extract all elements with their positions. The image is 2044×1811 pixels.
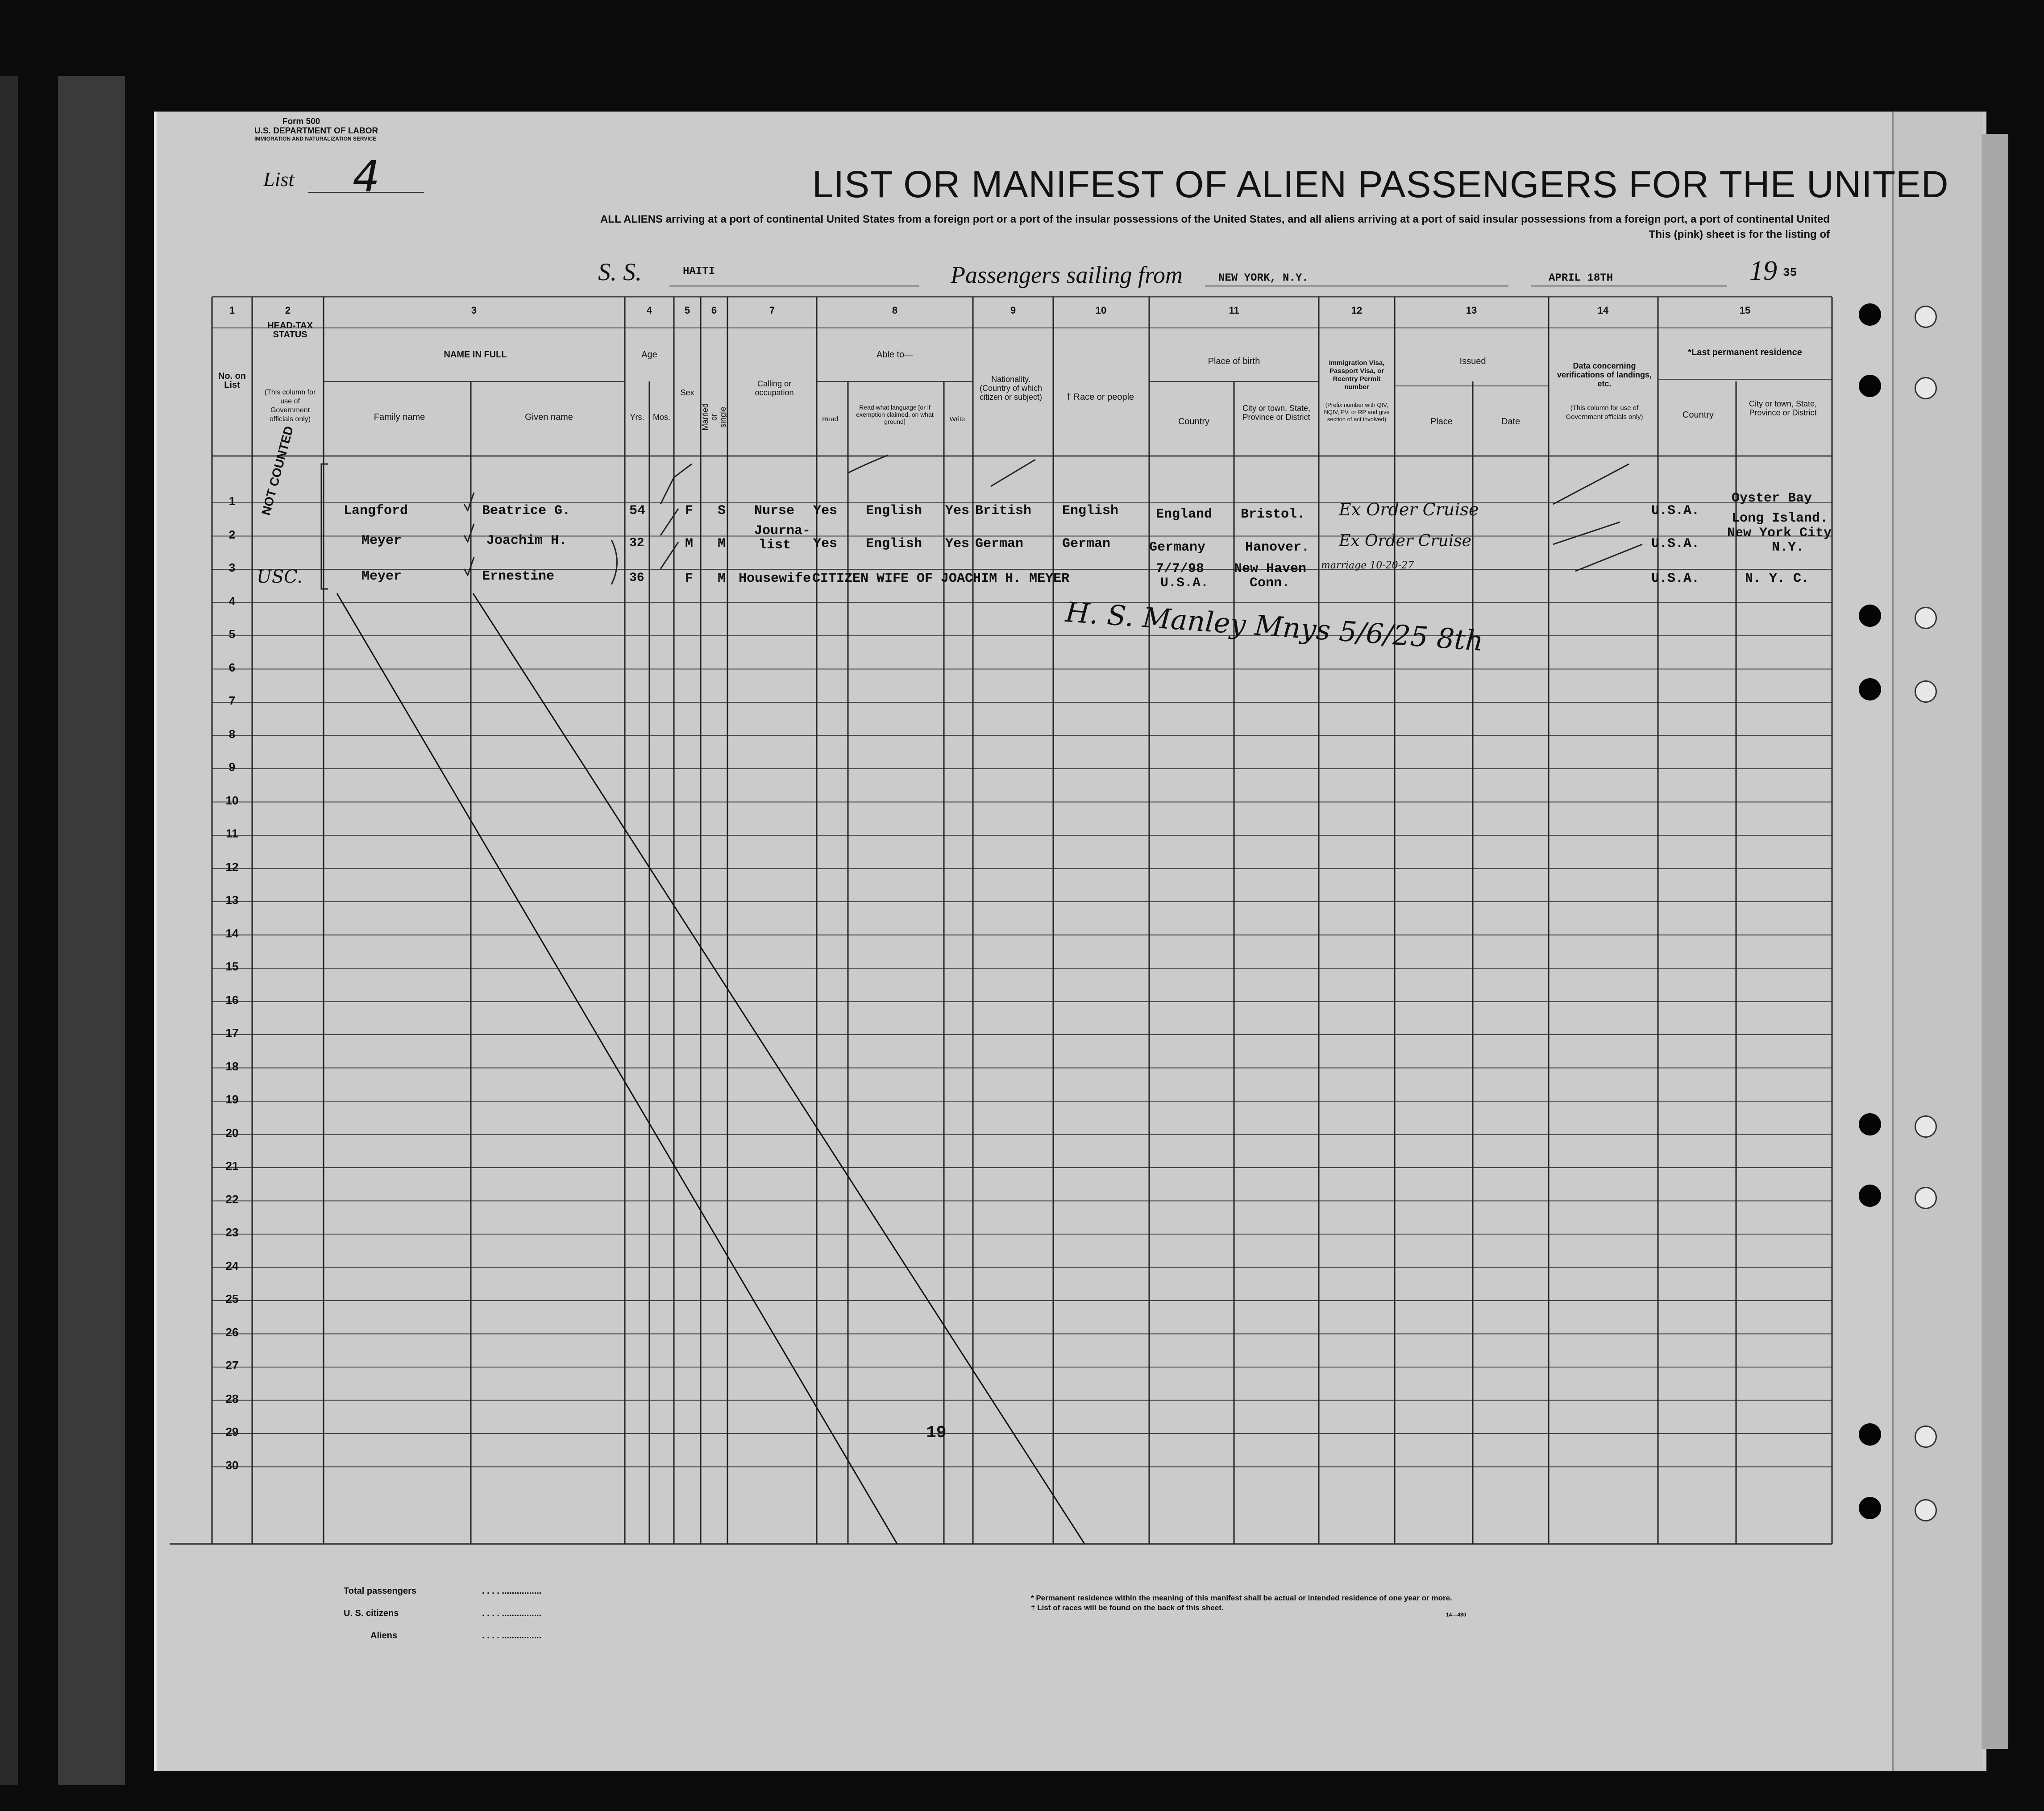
hdr-last-residence: *Last permanent residence (1688, 348, 1802, 357)
hdr-birth-city: City or town, State, Province or District (1242, 404, 1311, 422)
row3-res-city: New York City (1727, 526, 1832, 541)
row1-family: Langford (344, 503, 408, 518)
row1-given: Beatrice G. (482, 503, 571, 518)
hdr-visa: Immigration Visa, Passport Visa, or Reentry Permit number (1329, 359, 1385, 391)
column-number: 8 (892, 305, 898, 316)
row3-given: Ernestine (482, 569, 555, 584)
binder-hole-reinforced (1915, 306, 1937, 328)
row3-birth-country: U.S.A. (1160, 576, 1209, 591)
row2-given: Joachim H. (486, 533, 567, 548)
row-number: 9 (228, 760, 236, 774)
hdr-write: Write (949, 415, 965, 423)
binder-hole (1859, 1185, 1881, 1207)
column-number: 15 (1739, 305, 1751, 316)
row2-res-country: U.S.A. (1651, 536, 1700, 551)
row2-calling-cont: list (759, 538, 791, 553)
row-number: 11 (226, 827, 238, 840)
column-number: 12 (1351, 305, 1363, 316)
row1-birth-country: England (1156, 507, 1213, 522)
binder-hole-reinforced (1915, 1499, 1937, 1521)
notice-line-2: This (pink) sheet is for the listing of (1649, 228, 1830, 240)
row3-birth-city-cont: Conn. (1250, 576, 1290, 591)
hdr-landings: Data concerning verifications of landings, etc. (1557, 361, 1652, 388)
row1-write: Yes (945, 503, 970, 518)
row3-birth-city: New Haven (1234, 561, 1307, 576)
binder-hole (1859, 1113, 1881, 1136)
hdr-age: Age (641, 350, 657, 360)
row-number: 21 (225, 1159, 239, 1173)
row2-sex: M (685, 536, 694, 551)
row1-yrs: 54 (629, 503, 646, 518)
row-number: 2 (228, 527, 236, 541)
row2-language: English (866, 536, 922, 551)
row2-write: Yes (945, 536, 970, 551)
hdr-res-country: Country (1682, 410, 1714, 420)
binder-hole-reinforced (1915, 1115, 1937, 1138)
row-number: 5 (228, 627, 236, 641)
row1-married: S (718, 503, 726, 518)
footer-form-code: 14—480 (1446, 1612, 1467, 1618)
row3-sex: F (685, 571, 694, 586)
row3-res-city-state: N.Y. (1772, 540, 1804, 555)
row-number: 12 (225, 860, 239, 874)
row-number: 28 (225, 1392, 239, 1405)
row2-calling: Journa- (754, 523, 811, 539)
row-number: 15 (225, 960, 239, 973)
hdr-nationality: Nationality. (Country of which citizen or subject) (979, 375, 1043, 402)
binder-hole (1859, 375, 1881, 397)
binder-hole (1859, 678, 1881, 700)
row2-birth-country: Germany (1149, 540, 1206, 555)
row-number: 22 (225, 1192, 239, 1206)
row1-res-city: Oyster Bay (1732, 491, 1812, 506)
binder-hole (1859, 303, 1881, 326)
row2-res-city: Long Island. (1732, 511, 1828, 526)
column-number: 5 (684, 305, 690, 316)
hdr-married: Married or single (701, 403, 727, 431)
hdr-race: † Race or people (1066, 392, 1134, 402)
row3-res-country: U.S.A. (1651, 571, 1700, 586)
row-number: 13 (225, 893, 239, 907)
row-number: 24 (225, 1259, 239, 1272)
hdr-no-on-list: No. on List (218, 371, 246, 390)
hdr-calling: Calling or occupation (755, 379, 794, 397)
footer-total-label: Total passengers (344, 1586, 417, 1596)
hdr-visa-note: (Prefix number with QIV, NQIV, PV, or RP and give section of act involved) (1324, 402, 1390, 423)
year-prefix: 19 (1749, 256, 1777, 286)
binder-hole-reinforced (1915, 1426, 1937, 1448)
row2-read: Yes (813, 536, 838, 551)
footer-note-races: † List of races will be found on the back of this sheet. (1031, 1604, 1224, 1612)
hdr-issued-place: Place (1430, 417, 1453, 427)
row3-calling: Housewife (739, 571, 811, 586)
row2-married: M (718, 536, 726, 551)
hdr-head-tax: HEAD-TAX STATUS (267, 321, 313, 340)
hdr-birth-country: Country (1178, 417, 1210, 427)
hdr-head-tax-note: (This column for use of Government officials only) (264, 389, 316, 423)
hdr-res-city: City or town, State, Province or District (1749, 399, 1817, 417)
row1-birth-city: Bristol. (1241, 507, 1305, 522)
hdr-family-name: Family name (374, 412, 425, 422)
row3-yrs: 36 (629, 571, 644, 585)
row3-res-city-abbrev: N. Y. C. (1745, 571, 1810, 586)
row2-yrs: 32 (629, 536, 644, 550)
row-number: 10 (225, 793, 239, 807)
footer-note-residence: * Permanent residence within the meaning of this manifest shall be actual or intended residence of one year or more. (1031, 1594, 1452, 1602)
binder-hole (1859, 1497, 1881, 1519)
column-number: 9 (1010, 305, 1016, 316)
column-number: 6 (711, 305, 717, 316)
page-title: LIST OR MANIFEST OF ALIEN PASSENGERS FOR THE UNITED (812, 163, 1949, 205)
row-number: 16 (225, 993, 239, 1007)
footer-citizens-label: U. S. citizens (344, 1608, 399, 1618)
row2-family: Meyer (361, 533, 402, 548)
row-number: 23 (225, 1226, 239, 1239)
column-number: 10 (1095, 305, 1107, 316)
row2-visa: Ex Order Cruise (1339, 532, 1471, 550)
row1-nationality: British (975, 503, 1032, 518)
row-number: 6 (228, 660, 236, 674)
row-number: 3 (228, 561, 236, 574)
notice-line-1: ALL ALIENS arriving at a port of continental United States from a foreign port or a port of the insular possessions of the United States, and all aliens arriving at a port of said insular possessions from a foreign port, a port of continental United (600, 213, 1830, 225)
page-number: 19 (926, 1423, 947, 1442)
row-number: 17 (225, 1026, 239, 1040)
not-counted-stamp: NOT COUNTED (259, 424, 296, 517)
column-number: 11 (1229, 305, 1239, 316)
list-number: 4 (353, 152, 380, 202)
row1-language: English (866, 503, 922, 518)
column-number: 4 (646, 305, 652, 316)
row3-citizen-note: CITIZEN WIFE OF JOACHIM H. MEYER (812, 571, 1070, 586)
binder-hole-reinforced (1915, 680, 1937, 703)
hdr-place-of-birth: Place of birth (1208, 356, 1260, 366)
binder-hole-reinforced (1915, 377, 1937, 399)
column-number: 2 (285, 305, 291, 316)
hdr-read-language: Read what language [or if exemption claimed, on what ground] (856, 404, 934, 425)
hdr-given-name: Given name (525, 412, 573, 422)
row-number: 26 (225, 1325, 239, 1339)
hdr-landings-note: (This column for use of Government officials only) (1566, 404, 1643, 421)
sailing-label: Passengers sailing from (951, 261, 1183, 288)
head-tax-handwritten: USC. (257, 567, 303, 587)
hdr-issued-date: Date (1501, 417, 1521, 427)
footer-aliens-label: Aliens (370, 1631, 398, 1641)
ss-label: S. S. (598, 258, 642, 286)
row1-read: Yes (813, 503, 838, 518)
footer-citizens-dots: . . . . ................ (482, 1608, 542, 1618)
service-name: IMMIGRATION AND NATURALIZATION SERVICE (254, 136, 377, 142)
footer-total-dots: . . . . ................ (482, 1586, 542, 1596)
row1-calling: Nurse (754, 503, 795, 518)
row3-married: M (718, 571, 726, 586)
row3-birth-date: 7/7/98 (1156, 561, 1205, 576)
row-number: 30 (225, 1458, 239, 1472)
sailing-date: APRIL 18TH (1549, 272, 1613, 284)
binder-hole-reinforced (1915, 607, 1937, 629)
hdr-sex: Sex (680, 388, 694, 397)
row-number: 8 (228, 727, 236, 741)
column-number: 13 (1466, 305, 1477, 316)
list-label: List (263, 168, 295, 191)
year-suffix: 35 (1783, 266, 1797, 279)
binder-hole-reinforced (1915, 1187, 1937, 1209)
row2-nationality: German (975, 536, 1024, 551)
ship-name: HAITI (683, 265, 715, 278)
row-number: 1 (228, 494, 236, 508)
row-number: 19 (225, 1093, 239, 1106)
row3-visa: marriage 10-20-27 (1321, 560, 1414, 571)
row-number: 27 (225, 1359, 239, 1372)
hdr-name-in-full: NAME IN FULL (444, 350, 507, 360)
row-number: 4 (228, 594, 236, 608)
hdr-yrs: Yrs. (630, 413, 644, 422)
hdr-able-to: Able to— (876, 350, 914, 360)
binder-hole (1859, 605, 1881, 627)
row-number: 14 (225, 926, 239, 940)
row-number: 18 (225, 1059, 239, 1073)
row-number: 25 (225, 1292, 239, 1305)
row1-res-country: U.S.A. (1651, 503, 1700, 518)
row3-family: Meyer (361, 569, 402, 584)
row2-birth-city: Hanover. (1245, 540, 1310, 555)
column-number: 7 (769, 305, 775, 316)
form-number: Form 500 (282, 117, 320, 126)
hdr-mos: Mos. (652, 413, 670, 422)
column-number: 3 (471, 305, 477, 316)
column-number: 1 (229, 305, 235, 316)
hdr-issued: Issued (1459, 356, 1486, 366)
column-number: 14 (1597, 305, 1609, 316)
row1-sex: F (685, 503, 694, 518)
hdr-read: Read (822, 415, 838, 423)
row2-race: German (1062, 536, 1111, 551)
row1-visa: Ex Order Cruise (1339, 500, 1479, 519)
row1-race: English (1062, 503, 1119, 518)
footer-aliens-dots: . . . . ................ (482, 1631, 542, 1641)
row-number: 29 (225, 1425, 239, 1438)
binder-hole (1859, 1423, 1881, 1446)
row-number: 7 (228, 694, 236, 707)
departure-port: NEW YORK, N.Y. (1218, 272, 1309, 284)
row-number: 20 (225, 1126, 239, 1140)
department-name: U.S. DEPARTMENT OF LABOR (254, 126, 378, 136)
signature-note: H. S. Manley Mnys 5/6/25 8th (1064, 596, 1485, 658)
